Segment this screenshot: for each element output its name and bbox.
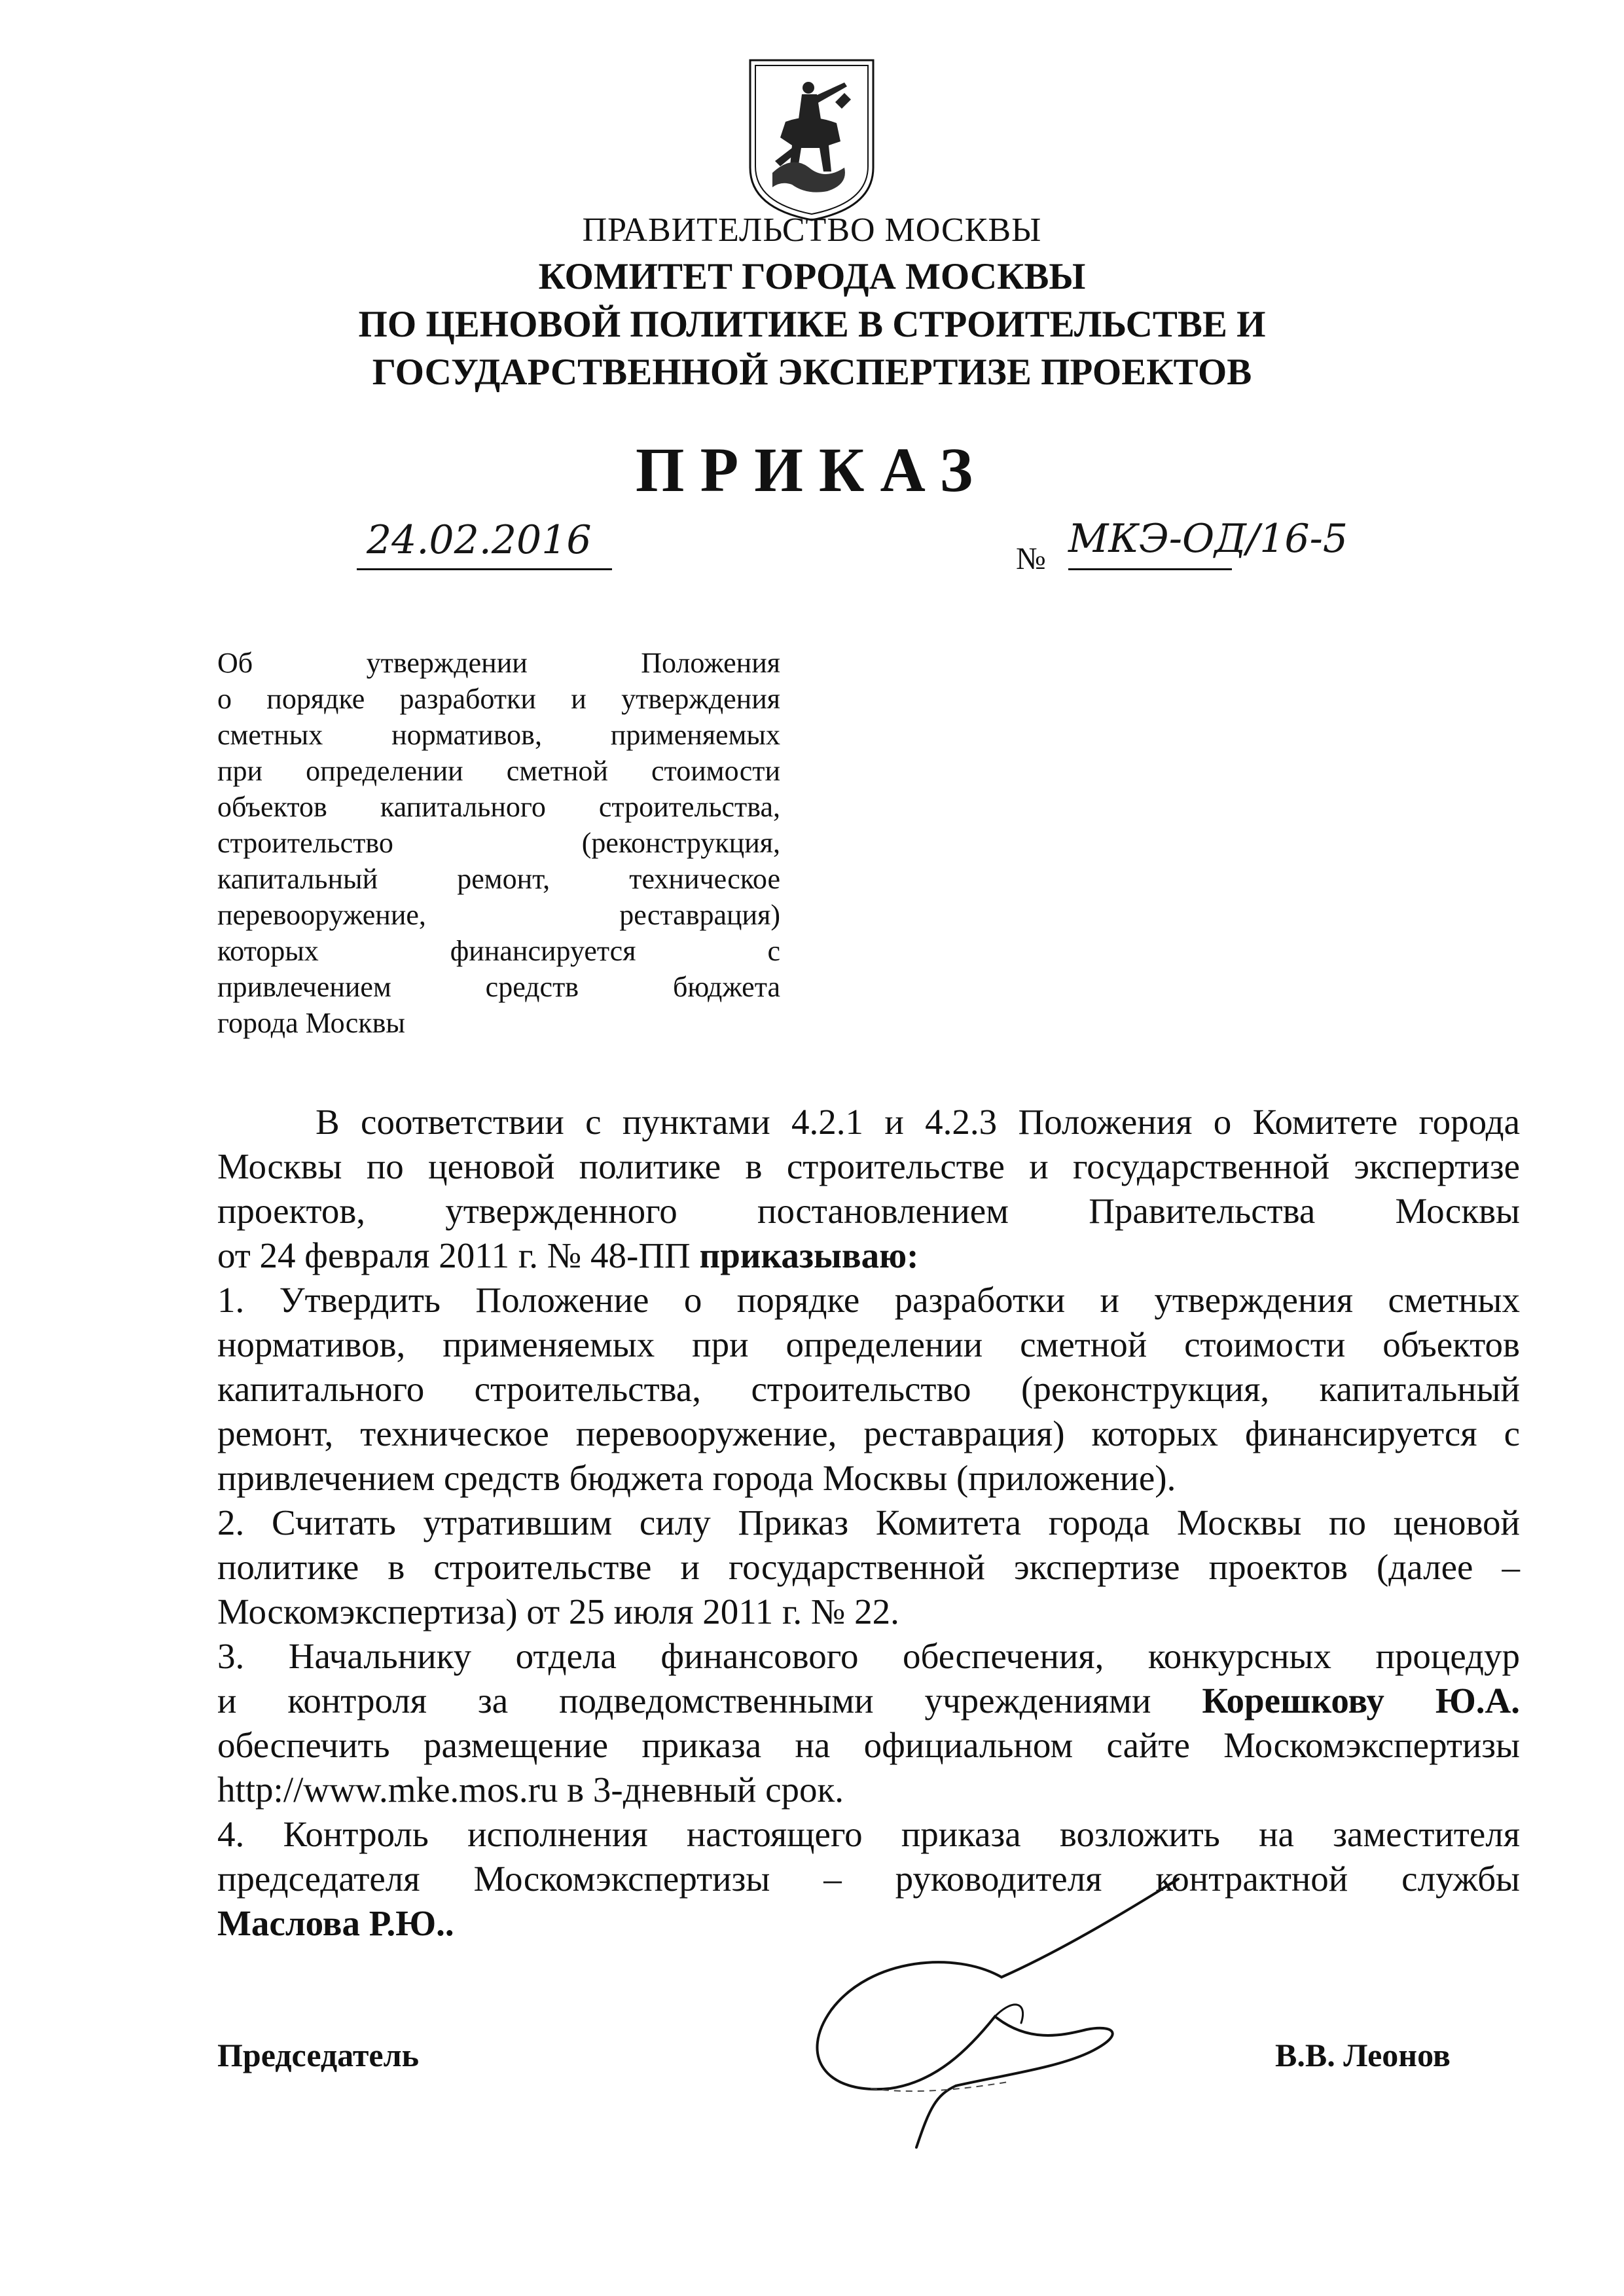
preamble-line: проектов, утвержденного постановлением Правительства Москвы [217,1191,1520,1231]
subject-line: объектов капитального строительства, [217,791,780,823]
item-2-line: Москомэкспертиза) от 25 июля 2011 г. № 22. [217,1592,899,1631]
item-4-line: 4. Контроль исполнения настоящего приказа возложить на заместителя [217,1814,1520,1854]
subject-line: Об утверждении Положения [217,647,780,679]
order-date: 24.02.2016 [367,517,592,563]
subject-line: сметных нормативов, применяемых [217,719,780,751]
order-number: МКЭ-ОД/16-5 [1068,516,1348,562]
subject-line: города Москвы [217,1007,405,1039]
subject-line: строительство (реконструкция, [217,827,780,859]
item-3-line: 3. Начальнику отдела финансового обеспечения, конкурсных процедур [217,1636,1520,1676]
item-1-line: 1. Утвердить Положение о порядке разработки и утверждения сметных [217,1280,1520,1320]
order-items [217,1278,1520,1946]
document-title: ПРИКАЗ [635,435,989,505]
number-underline [1068,568,1232,570]
item-4-line: председателя Москомэкспертизы – руководителя контрактной службы [217,1859,1520,1899]
committee-title-line-3: ГОСУДАРСТВЕННОЙ ЭКСПЕРТИЗЕ ПРОЕКТОВ [372,352,1252,393]
order-verb: приказываю: [699,1235,919,1275]
item-3-line: обеспечить размещение приказа на официальном сайте Москомэкспертизы [217,1725,1520,1765]
government-title: ПРАВИТЕЛЬСТВО МОСКВЫ [582,211,1042,249]
committee-title-line-1: КОМИТЕТ ГОРОДА МОСКВЫ [538,256,1086,297]
item-3-line [217,1679,1520,1723]
handwritten-signature-icon [720,1872,1218,2160]
subject-line: привлечением средств бюджета [217,971,780,1003]
signatory-role: Председатель [217,2037,420,2073]
item-3-line: http://www.mke.mos.ru в 3-дневный срок. [217,1770,844,1810]
preamble-line: Москвы по ценовой политике в строительстве и государственной экспертизе [217,1146,1520,1186]
item-3-text: и контроля за подведомственными учреждениями [217,1681,1151,1721]
subject-line: которых финансируется с [217,935,780,967]
preamble-line [217,1233,1520,1278]
signatory-name: В.В. Леонов [1275,2037,1451,2073]
subject-line: о порядке разработки и утверждения [217,683,780,715]
responsible-person: Корешкову Ю.А. [1202,1681,1521,1721]
subject-line: капитальный ремонт, техническое [217,863,780,895]
item-2-line: 2. Считать утратившим силу Приказ Комитета города Москвы по ценовой [217,1503,1520,1542]
date-underline [357,568,612,570]
order-subject [217,645,780,1041]
moscow-coat-of-arms-icon [746,56,877,224]
item-1-line: капитального строительства, строительство (реконструкция, капитальный [217,1369,1520,1409]
item-1-line: ремонт, техническое перевооружение, реставрация) которых финансируется с [217,1413,1520,1453]
preamble [217,1100,1520,1278]
subject-line: перевооружение, реставрация) [217,899,780,931]
item-1-line: привлечением средств бюджета города Москвы (приложение). [217,1458,1176,1498]
preamble-line-text: от 24 февраля 2011 г. № 48-ПП [217,1235,691,1275]
preamble-line: В соответствии с пунктами 4.2.1 и 4.2.3 Положения о Комитете города [316,1102,1520,1142]
committee-title-line-2: ПО ЦЕНОВОЙ ПОЛИТИКЕ В СТРОИТЕЛЬСТВЕ И [358,304,1266,345]
item-1-line: нормативов, применяемых при определении сметной стоимости объектов [217,1324,1520,1364]
subject-line: при определении сметной стоимости [217,755,780,787]
number-label: № [1016,541,1046,576]
deputy-name: Маслова Р.Ю.. [217,1903,454,1943]
item-2-line: политике в строительстве и государственной экспертизе проектов (далее – [217,1547,1520,1587]
